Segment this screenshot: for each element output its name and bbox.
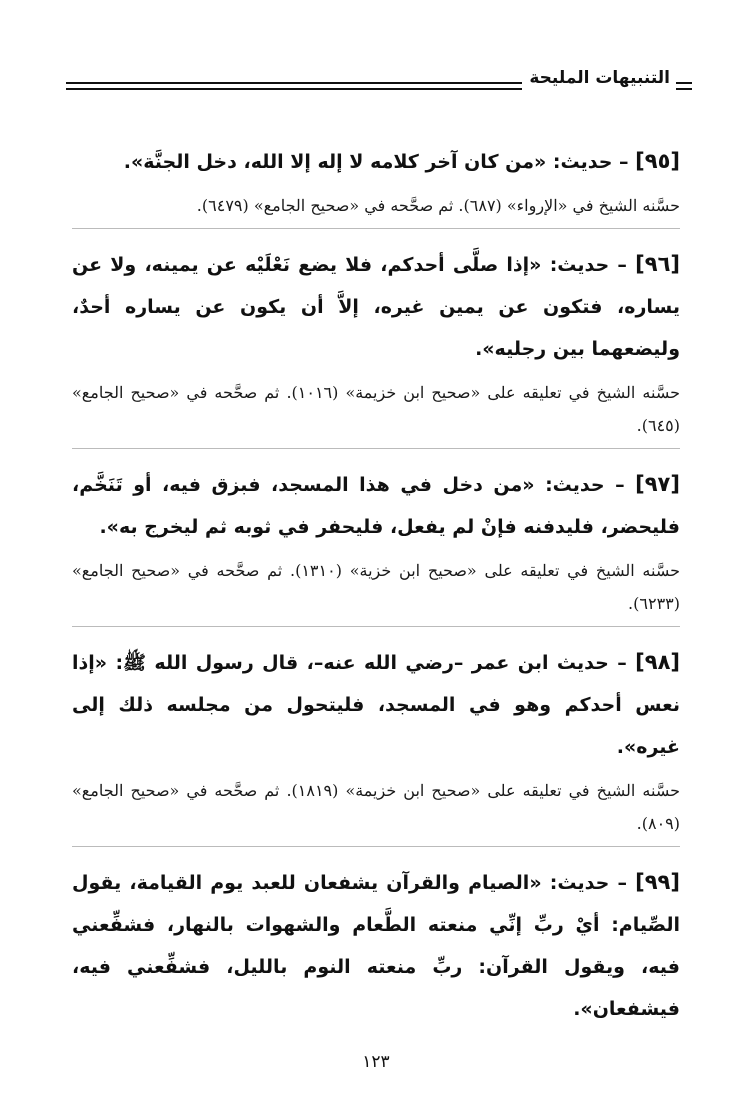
hadith-number: [٩٥] <box>635 149 680 173</box>
grading-text: حسَّنه الشيخ في «الإرواء» (٦٨٧). ثم صحَّحه في «صحيح الجامع» (٦٤٧٩). <box>196 196 680 215</box>
hadith-prefix: – حديث: <box>549 872 627 894</box>
header-rule <box>66 88 522 90</box>
hadith-body: «من كان آخر كلامه لا إله إلا الله، دخل الجنَّة». <box>123 151 547 173</box>
hadith-number: [٩٦] <box>635 252 680 276</box>
hadith-text <box>72 140 680 183</box>
grading-text: حسَّنه الشيخ في تعليقه على «صحيح ابن خزية» (١٣١٠). ثم صحَّحه في «صحيح الجامع» (٦٢٣٣). <box>72 561 681 613</box>
hadith-body: «إذا صلَّى أحدكم، فلا يضع نَعْلَيْه عن يمينه، ولا عن يساره، فتكون عن يمين غيره، إلاَّ أن يكون عن يساره أحدٌ، وليضعهما بين رجليه». <box>72 254 680 360</box>
hadith-prefix: – حديث: <box>552 151 629 173</box>
grading-text: حسَّنه الشيخ في تعليقه على «صحيح ابن خزيمة» (١٠١٦). ثم صحَّحه في «صحيح الجامع» (٦٤٥). <box>72 383 680 435</box>
header-rule <box>66 82 522 84</box>
hadith-entry <box>72 243 680 449</box>
hadith-prefix: – حديث: <box>545 474 625 496</box>
hadith-prefix: – حديث: <box>549 254 627 276</box>
page-content <box>72 140 680 1044</box>
hadith-body: «الصيام والقرآن يشفعان للعبد يوم القيامة، يقول الصِّيام: أيْ ربِّ إنِّي منعته الطَّعام والشهوات بالنهار، فشفِّعني فيه، ويقول القرآن: ربِّ منعته النوم بالليل، فشفِّعني فيه، فيشفعان». <box>72 872 680 1020</box>
hadith-body: «من دخل في هذا المسجد، فبزق فيه، أو تَنَخَّم، فليحضر، فليدفنه فإنْ لم يفعل، فليحفر في ثوبه ثم ليخرج به». <box>72 474 680 538</box>
hadith-number: [٩٧] <box>635 472 680 496</box>
hadith-text <box>72 243 680 370</box>
header-title: التنبيهات المليحة <box>529 68 670 88</box>
hadith-text <box>72 861 680 1030</box>
grading-text: حسَّنه الشيخ في تعليقه على «صحيح ابن خزيمة» (١٨١٩). ثم صحَّحه في «صحيح الجامع» (٨٠٩). <box>72 781 680 833</box>
hadith-entry <box>72 641 680 847</box>
hadith-prefix: – حديث <box>556 652 627 674</box>
entry-divider <box>72 228 680 229</box>
hadith-body: ابن عمر –رضي الله عنه–، قال رسول الله ﷺ: «إذا نعس أحدكم وهو في المسجد، فليتحول من مجلسه ذلك إلى غيره». <box>72 652 680 758</box>
entry-divider <box>72 846 680 847</box>
header-dash <box>676 82 692 90</box>
hadith-number: [٩٩] <box>635 870 680 894</box>
entry-divider <box>72 448 680 449</box>
page-number: ١٢٣ <box>362 1052 390 1072</box>
hadith-text <box>72 641 680 768</box>
entry-divider <box>72 626 680 627</box>
hadith-text <box>72 463 680 548</box>
hadith-entry <box>72 140 680 229</box>
hadith-entry <box>72 861 680 1030</box>
running-header <box>66 70 692 100</box>
hadith-number: [٩٨] <box>635 650 681 674</box>
hadith-entry <box>72 463 680 627</box>
